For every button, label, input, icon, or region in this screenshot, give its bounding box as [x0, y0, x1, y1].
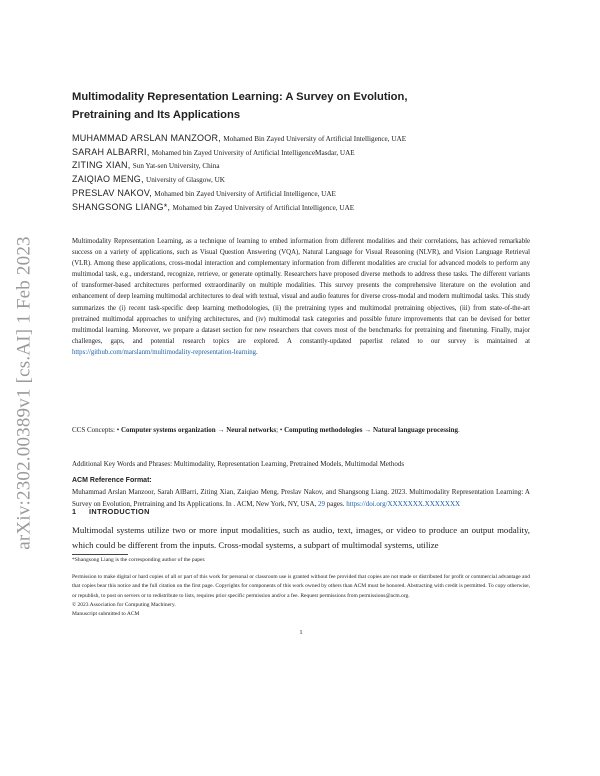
- corresponding-author-footnote: *Shangsong Liang is the corresponding author of the paper.: [72, 557, 206, 563]
- author-name: SARAH ALBARRI,: [72, 146, 150, 157]
- author-name: MUHAMMAD ARSLAN MANZOOR,: [72, 133, 222, 143]
- permission-block: [72, 573, 530, 619]
- section-title: INTRODUCTION: [89, 507, 150, 516]
- author-entry: [72, 187, 530, 201]
- copyright-line: © 2023 Association for Computing Machinery.: [72, 601, 176, 608]
- author-name: ZITING XIAN,: [72, 160, 131, 171]
- author-entry: [72, 173, 530, 187]
- ccs-end: .: [458, 426, 460, 434]
- abstract-end: .: [256, 348, 258, 356]
- author-affiliation: Mohamed Bin Zayed University of Artificial Intelligence, UAE: [223, 135, 407, 143]
- page-number: 1: [299, 629, 303, 636]
- reference-pages-word: pages.: [326, 499, 345, 508]
- author-affiliation: Mohamed bin Zayed University of Artificial IntelligenceMasdar, UAE: [151, 148, 355, 157]
- author-entry: [72, 146, 530, 160]
- page-count-link[interactable]: 29: [318, 499, 326, 508]
- introduction-paragraph: Multimodal systems utilize two or more input modalities, such as audio, text, images, or video to produce an output modality, which could be different from the inputs. Cross-modal systems, a subpart of multimodal systems, utilize: [72, 525, 530, 550]
- ccs-concepts: [72, 425, 530, 437]
- ccs-separator: ; •: [276, 426, 283, 434]
- paperlist-link[interactable]: https://github.com/marslanm/multimodality-representation-learning: [72, 348, 257, 356]
- paper-title: Multimodality Representation Learning: A Survey on Evolution, Pretraining and Its Applications: [72, 91, 408, 121]
- manuscript-note: Manuscript submitted to ACM: [72, 611, 140, 618]
- author-affiliation: Mohamed bin Zayed University of Artificial Intelligence, UAE: [154, 189, 336, 198]
- ccs-concept-neural-networks: Computer systems organization → Neural networks: [120, 426, 277, 434]
- arxiv-identifier-stamp: [2, 208, 48, 578]
- abstract: [72, 236, 530, 358]
- abstract-text: Multimodality Representation Learning, as a technique of learning to embed information from different modalities and their correlations, has achieved remarkable success on a variety of applications, such as Visual Question Answering (VQA), Natural Language for Visual Reasoning (NLVR), and Vision Language Retrieval (VLR). Among these applications, cross-modal interaction and complementary information from different modalities are crucial for advanced models to perform any multimodal task, e.g., understand, recognize, retrieve, or generate optimally. Researchers have proposed diverse methods to address these tasks. The different variants of transformer-based architectures performed extraordinarily on multiple modalities. This survey presents the comprehensive literature on the evolution and enhancement of deep learning multimodal architectures to deal with textual, visual and audio features for diverse cross-modal and modern multimodal tasks. This study summarizes the (i) recent task-specific deep learning methodologies, (ii) the pretraining types and multimodal pretraining objectives, (iii) from state-of-the-art pretrained multimodal approaches to unifying architectures, and (iv) multimodal task categories and possible future improvements that can be devised for better multimodal learning. Moreover, we prepare a dataset section for new researchers that covers most of the benchmarks for pretraining and finetuning. Finally, major challenges, gaps, and potential research topics are explored. A constantly-updated paperlist related to our survey is maintained at: [72, 238, 530, 345]
- author-name: SHANGSONG LIANG*,: [72, 201, 171, 212]
- author-name: PRESLAV NAKOV,: [72, 187, 153, 198]
- arxiv-id-text: arXiv:2302.00389v1 [cs.AI] 1 Feb 2023: [14, 236, 35, 550]
- author-entry: [72, 132, 530, 146]
- keywords: Additional Key Words and Phrases: Multimodality, Representation Learning, Pretrained Models, Multimodal Methods: [72, 460, 405, 468]
- author-list: [72, 132, 530, 214]
- section-number: 1: [72, 507, 77, 516]
- author-affiliation: University of Glasgow, UK: [146, 176, 226, 185]
- author-affiliation: Sun Yat-sen University, China: [132, 162, 220, 171]
- author-entry: [72, 159, 530, 173]
- author-name: ZAIQIAO MENG,: [72, 174, 144, 185]
- doi-link[interactable]: https://doi.org/XXXXXXX.XXXXXXX: [346, 499, 461, 508]
- footnote-divider: [72, 554, 128, 555]
- author-affiliation: Mohamed bin Zayed University of Artificial Intelligence, UAE: [172, 203, 355, 212]
- acm-reference-heading: ACM Reference Format:: [72, 477, 152, 484]
- reference-text: Muhammad Arslan Manzoor, Sarah AlBarri, Ziting Xian, Zaiqiao Meng, Preslav Nakov, and Shangsong Liang. 2023. Multimodality Representation Learning: A Survey on Evolution, Pretraining and Its Applications. In . ACM, New York, NY, USA,: [72, 488, 530, 508]
- section-heading-introduction: [72, 507, 150, 516]
- ccs-label: CCS Concepts: •: [72, 426, 120, 434]
- permission-statement: Permission to make digital or hard copies of all or part of this work for personal or classroom use is granted without fee provided that copies are not made or distributed for profit or commercial advantage and that copies bear this notice and the full citation on the first page. Copyrights for components of this work owned by others than ACM must be honored. Abstracting with credit is permitted. To copy otherwise, or republish, to post on servers or to redistribute to lists, requires prior specific permission and/or a fee. Request permissions from permissions@acm.org.: [72, 574, 530, 599]
- author-entry: [72, 201, 530, 215]
- ccs-concept-nlp: Computing methodologies → Natural language processing: [284, 426, 458, 434]
